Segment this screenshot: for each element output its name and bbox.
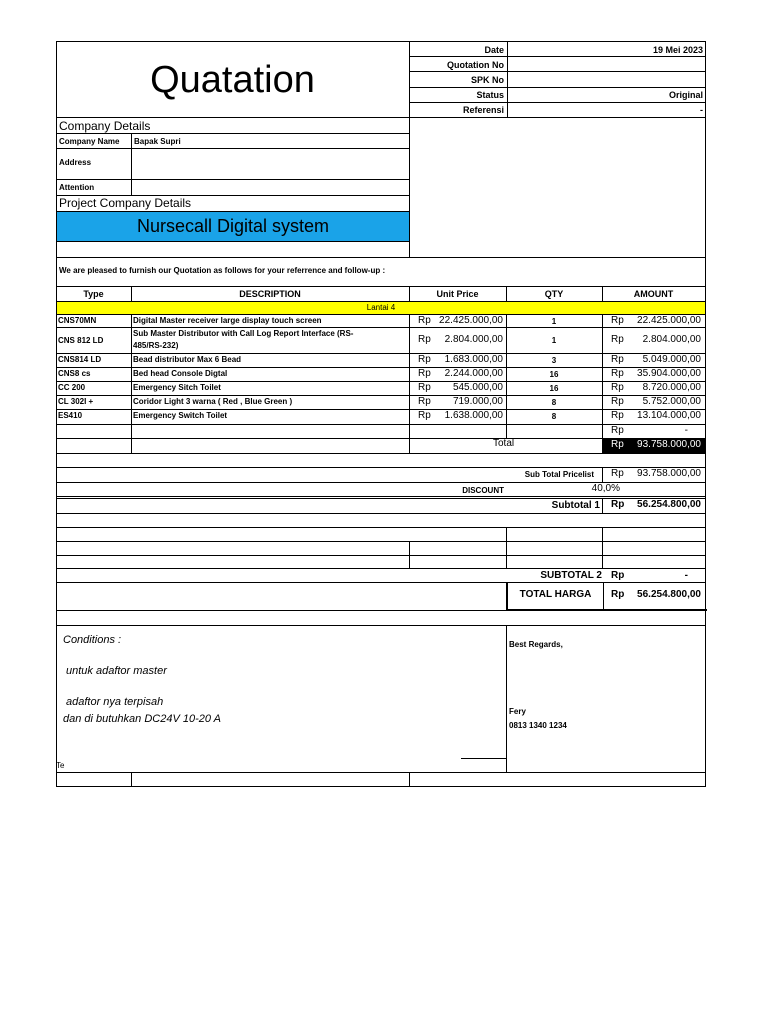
conditions-line-2: adaftor nya terpisah: [66, 696, 164, 708]
address-label: Address: [59, 158, 92, 167]
signer-phone: 0813 1340 1234: [509, 721, 567, 730]
conditions-line-1: untuk adaftor master: [66, 665, 167, 677]
conditions-label: Conditions :: [63, 634, 122, 646]
row-qty: 3: [551, 356, 557, 365]
row-unit-currency: Rp: [418, 368, 431, 379]
row-type: ES410: [58, 411, 83, 420]
row-type: CNS70MN: [58, 316, 97, 325]
row-unit-currency: Rp: [418, 354, 431, 365]
discount-label: DISCOUNT: [462, 486, 504, 495]
total-currency: Rp: [611, 439, 624, 450]
company-name-value: Bapak Supri: [134, 137, 181, 146]
subtotal-pricelist-currency: Rp: [611, 468, 624, 479]
discount-value: 40,0%: [591, 483, 620, 494]
row-amount-currency: Rp: [611, 315, 624, 326]
date-label: Date: [484, 45, 504, 55]
row-amount: 5.049.000,00: [642, 354, 701, 365]
row-type: CL 302I +: [58, 397, 94, 406]
row-description: Bed head Console Digtal: [133, 369, 228, 378]
row-description: Emergency Sitch Toilet: [133, 383, 221, 392]
row-unit-price: 719.000,00: [452, 396, 503, 407]
group-label: Lantai 4: [366, 303, 396, 312]
row-description: Coridor Light 3 warna ( Red , Blue Green ): [133, 397, 293, 406]
company-details-label: Company Details: [59, 119, 151, 133]
subtotal2-currency: Rp: [611, 570, 625, 581]
row-amount: 35.904.000,00: [637, 368, 701, 379]
row-unit-currency: Rp: [418, 382, 431, 393]
row-unit-price: 1.683.000,00: [444, 354, 503, 365]
col-header-amount: AMOUNT: [633, 289, 674, 299]
spk-no-label: SPK No: [470, 75, 504, 85]
row-unit-price: 22.425.000,00: [439, 315, 503, 326]
row-qty: 16: [549, 370, 559, 379]
row-qty: 16: [549, 384, 559, 393]
row-amount-currency: Rp: [611, 354, 624, 365]
subtotal1-currency: Rp: [611, 499, 625, 510]
row-amount-currency: Rp: [611, 410, 624, 421]
subtotal1-label: Subtotal 1: [551, 500, 600, 511]
total-value: 93.758.000,00: [637, 439, 701, 450]
row-qty: 8: [551, 412, 557, 421]
project-title: Nursecall Digital system: [136, 216, 330, 236]
date-value: 19 Mei 2023: [652, 45, 703, 55]
row-unit-price: 1.638.000,00: [444, 410, 503, 421]
total-harga-label: TOTAL HARGA: [519, 589, 592, 600]
company-name-label: Company Name: [59, 137, 120, 146]
project-company-details-label: Project Company Details: [59, 196, 192, 210]
attention-label: Attention: [59, 183, 95, 192]
row-amount-currency: Rp: [611, 425, 624, 436]
conditions-line-3: dan di butuhkan DC24V 10-20 A: [63, 713, 221, 725]
row-unit-price: 2.804.000,00: [444, 334, 503, 345]
subtotal2-label: SUBTOTAL 2: [540, 570, 602, 581]
row-amount-currency: Rp: [611, 368, 624, 379]
subtotal1-value: 56.254.800,00: [637, 499, 701, 510]
subtotal-pricelist-value: 93.758.000,00: [637, 468, 701, 479]
col-header-description: DESCRIPTION: [239, 289, 301, 299]
subtotal-pricelist-label: Sub Total Pricelist: [524, 470, 594, 479]
col-header-qty: QTY: [544, 289, 564, 299]
row-type: CNS8 cs: [58, 369, 91, 378]
referensi-label: Referensi: [462, 105, 504, 115]
row-description: Bead distributor Max 6 Bead: [133, 355, 242, 364]
row-amount: 5.752.000,00: [642, 396, 701, 407]
row-amount: 13.104.000,00: [637, 410, 701, 421]
signer-name: Fery: [509, 707, 526, 716]
row-amount: 22.425.000,00: [637, 315, 701, 326]
document-title: Quatation: [150, 59, 315, 101]
row-qty: 8: [551, 398, 557, 407]
row-amount-currency: Rp: [611, 396, 624, 407]
row-qty: 1: [551, 336, 557, 345]
subtotal2-value: -: [684, 570, 688, 581]
col-header-type: Type: [83, 289, 104, 299]
row-unit-currency: Rp: [418, 410, 431, 421]
row-amount: 2.804.000,00: [642, 334, 701, 345]
intro-text: We are pleased to furnish our Quotation as follows for your referrence and follow-up :: [59, 266, 386, 275]
row-type: CNS 812 LD: [58, 336, 104, 345]
row-qty: 1: [551, 317, 557, 326]
row-description-continued: 485/RS-232): [133, 341, 179, 350]
row-type: CC 200: [58, 383, 86, 392]
row-unit-price: 2.244.000,00: [444, 368, 503, 379]
row-amount: -: [684, 425, 688, 436]
row-type: CNS814 LD: [58, 355, 102, 364]
row-unit-currency: Rp: [418, 315, 431, 326]
row-description: Sub Master Distributor with Call Log Report Interface (RS-: [133, 329, 354, 338]
cut-off-text: Te: [56, 761, 65, 770]
row-amount-currency: Rp: [611, 334, 624, 345]
total-label: Total: [493, 438, 515, 449]
row-description: Emergency Switch Toilet: [133, 411, 228, 420]
quotation-no-label: Quotation No: [447, 60, 504, 70]
referensi-value: -: [700, 105, 703, 115]
row-unit-price: 545.000,00: [452, 382, 503, 393]
row-description: Digital Master receiver large display touch screen: [133, 316, 322, 325]
total-harga-value: 56.254.800,00: [637, 589, 701, 600]
total-harga-currency: Rp: [611, 589, 625, 600]
best-regards: Best Regards,: [509, 640, 563, 649]
status-value: Original: [668, 90, 703, 100]
row-unit-currency: Rp: [418, 396, 431, 407]
row-amount-currency: Rp: [611, 382, 624, 393]
row-unit-currency: Rp: [418, 334, 431, 345]
col-header-unit-price: Unit Price: [436, 289, 479, 299]
status-label: Status: [476, 90, 504, 100]
row-amount: 8.720.000,00: [642, 382, 701, 393]
